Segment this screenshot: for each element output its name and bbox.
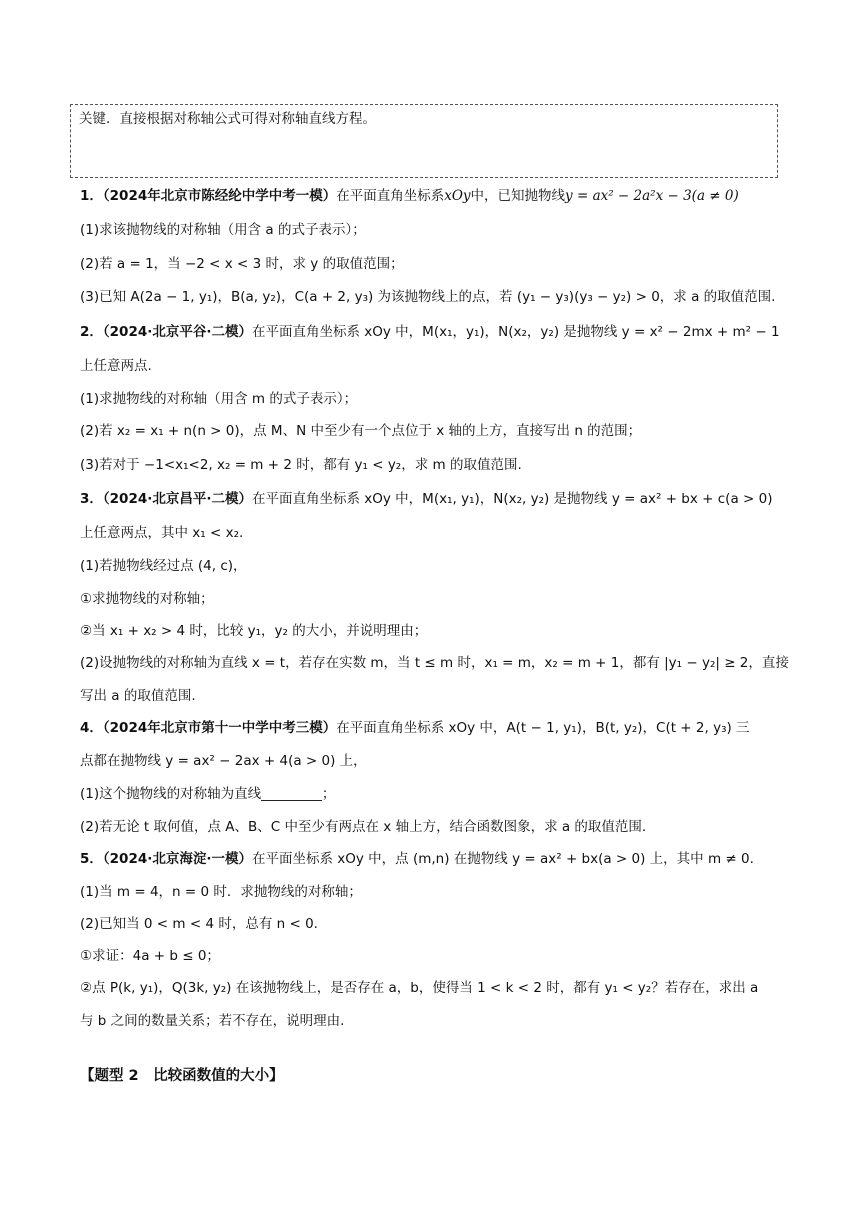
problem-3-part: ①求抛物线的对称轴； bbox=[80, 591, 214, 607]
problem-5-stem bbox=[80, 849, 754, 869]
problem-3-stem-cont: 上任意两点，其中 x₁ < x₂. bbox=[80, 525, 244, 541]
problem-2-text: 在平面直角坐标系 xOy 中，M(x₁，y₁)，N(x₂，y₂) 是抛物线 y = x² − 2mx + m² − 1 bbox=[252, 324, 780, 340]
problem-3-part: ②当 x₁ + x₂ > 4 时，比较 y₁，y₂ 的大小，并说明理由； bbox=[80, 623, 428, 639]
problem-5-part: ①求证：4a + b ≤ 0； bbox=[80, 948, 220, 964]
problem-1-number: 1． bbox=[80, 188, 103, 204]
problem-1-coord: xOy bbox=[444, 188, 471, 204]
problem-5-part: ②点 P(k, y₁)，Q(3k, y₂) 在该抛物线上，是否存在 a，b，使得当 1 < k < 2 时，都有 y₁ < y₂？若存在，求出 a bbox=[80, 980, 759, 996]
problem-4-source: （2024年北京市第十一中学中考三模） bbox=[102, 720, 337, 736]
problem-1-source: （2024年北京市陈经纶中学中考一模） bbox=[102, 188, 337, 204]
problem-5-part: (2)已知当 0 < m < 4 时，总有 n < 0. bbox=[80, 916, 318, 932]
problem-2-stem-cont: 上任意两点. bbox=[80, 358, 152, 374]
problem-2-part: (2)若 x₂ = x₁ + n(n > 0)，点 M、N 中至少有一个点位于 x 轴的上方，直接写出 n 的范围； bbox=[80, 423, 642, 439]
problem-3-number: 3． bbox=[80, 491, 103, 507]
problem-3-stem bbox=[80, 489, 772, 509]
problem-3-text: 在平面直角坐标系 xOy 中，M(x₁, y₁)，N(x₂, y₂) 是抛物线 y = ax² + bx + c(a > 0) bbox=[252, 491, 773, 507]
problem-1-equation: y = ax² − 2a²x − 3(a ≠ 0) bbox=[565, 188, 739, 204]
problem-1-part: (2)若 a = 1，当 −2 < x < 3 时，求 y 的取值范围； bbox=[80, 256, 404, 272]
problem-1-text: 在平面直角坐标系 bbox=[336, 188, 445, 204]
problem-5-number: 5． bbox=[80, 851, 103, 867]
problem-2-part: (3)若对于 −1<x₁<2, x₂ = m + 2 时，都有 y₁ < y₂，求 m 的取值范围. bbox=[80, 457, 522, 473]
problem-2-source: （2024·北京平谷·二模） bbox=[102, 324, 252, 340]
problem-3-part: 写出 a 的取值范围. bbox=[80, 688, 196, 704]
problem-2-stem bbox=[80, 322, 780, 342]
problem-5-source: （2024·北京海淀·一模） bbox=[102, 851, 252, 867]
problem-4-number: 4． bbox=[80, 720, 103, 736]
note-text: 关键．直接根据对称轴公式可得对称轴直线方程。 bbox=[79, 111, 376, 127]
note-box bbox=[70, 104, 778, 178]
problem-5-part: 与 b 之间的数量关系；若不存在，说明理由. bbox=[80, 1013, 345, 1029]
problem-2-part: (1)求抛物线的对称轴（用含 m 的式子表示）； bbox=[80, 391, 358, 407]
problem-4-stem-cont: 点都在抛物线 y = ax² − 2ax + 4(a > 0) 上， bbox=[80, 753, 367, 769]
problem-4-text: 在平面直角坐标系 xOy 中，A(t − 1, y₁)，B(t, y₂)，C(t + 2, y₃) 三 bbox=[336, 720, 750, 736]
problem-3-source: （2024·北京昌平·二模） bbox=[102, 491, 252, 507]
problem-1-part: (3)已知 A(2a − 1, y₁)，B(a, y₂)，C(a + 2, y₃) 为该抛物线上的点，若 (y₁ − y₃)(y₃ − y₂) > 0，求 a 的取值范围. bbox=[80, 289, 776, 305]
problem-1-part: (1)求该抛物线的对称轴（用含 a 的式子表示）； bbox=[80, 222, 366, 238]
problem-1-text-2: 中，已知抛物线 bbox=[470, 188, 566, 204]
problem-3-part: (2)设抛物线的对称轴为直线 x = t，若存在实数 m，当 t ≤ m 时，x₁ = m，x₂ = m + 1，都有 |y₁ − y₂| ≥ 2，直接 bbox=[80, 655, 789, 671]
problem-4-part: (2)若无论 t 取何值，点 A、B、C 中至少有两点在 x 轴上方，结合函数图象，求 a 的取值范围. bbox=[80, 819, 647, 835]
problem-3-part: (1)若抛物线经过点 (4, c)， bbox=[80, 558, 247, 574]
section-title: 【题型 2 比较函数值的大小】 bbox=[80, 1068, 284, 1084]
problem-1-stem bbox=[80, 186, 739, 206]
problem-4-stem bbox=[80, 718, 750, 738]
problem-2-number: 2． bbox=[80, 324, 103, 340]
problem-4-part: (1)这个抛物线的对称轴为直线_________； bbox=[80, 786, 336, 802]
problem-5-text: 在平面坐标系 xOy 中，点 (m,n) 在抛物线 y = ax² + bx(a > 0) 上，其中 m ≠ 0. bbox=[252, 851, 754, 867]
problem-5-part: (1)当 m = 4，n = 0 时．求抛物线的对称轴； bbox=[80, 884, 362, 900]
